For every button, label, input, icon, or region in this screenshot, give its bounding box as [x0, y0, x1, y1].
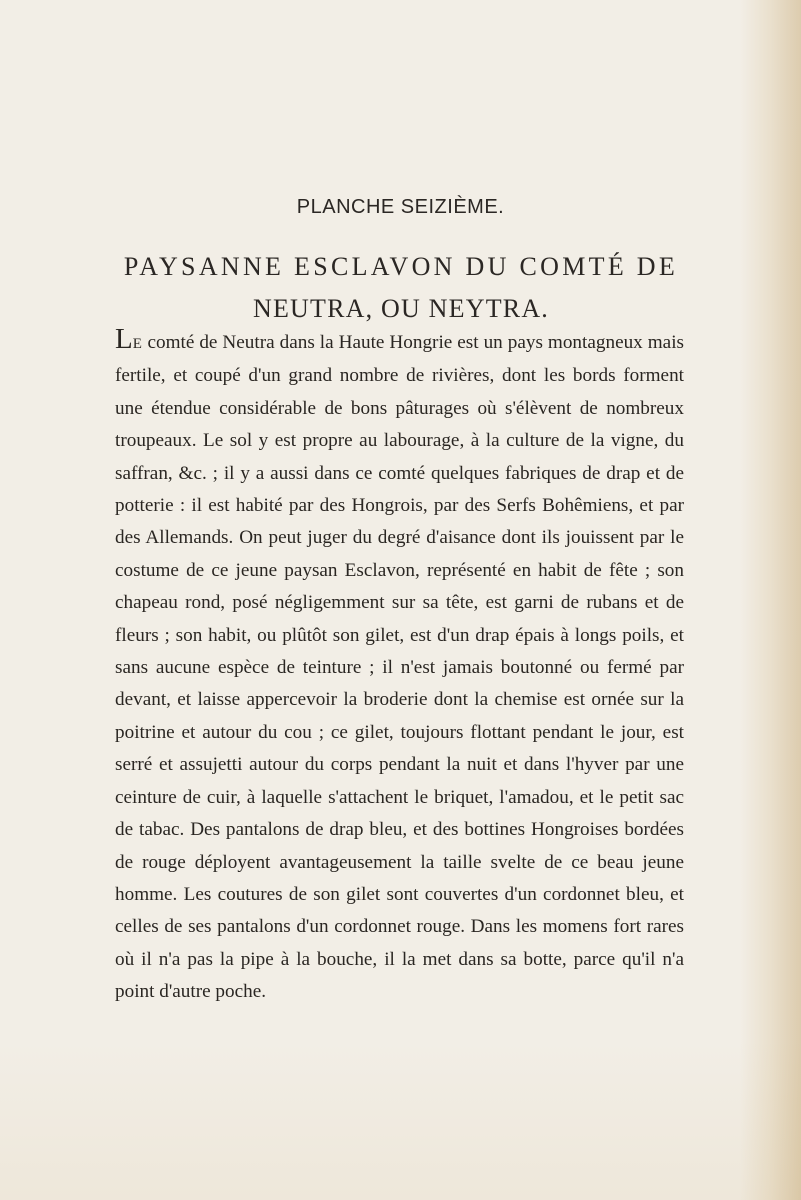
title-line-2: NEUTRA, OU NEYTRA.: [252, 294, 550, 323]
page-title: [118, 246, 684, 330]
title-line-1: PAYSANNE ESCLAVON DU COMTÉ DE: [123, 252, 679, 281]
plate-heading: PLANCHE SEIZIÈME.: [296, 196, 505, 218]
body-paragraph: [115, 323, 684, 1009]
drop-initial: L: [115, 323, 133, 355]
body-text: comté de Neutra dans la Haute Hongrie est un pays montagneux mais fertile, et coupé d'un grand nombre de rivières, dont les bords forment une étendue considérable de bons pâturages où s'élèvent de nombreux troupeaux. Le sol y est propre au labourage, à la culture de la vigne, du saffran, &c. ; il y a aussi dans ce comté quelques fabriques de drap et de potterie : il est habité par des Hongrois, par des Serfs Bohêmiens, et par des Allemands. On peut juger du degré d'aisance dont ils jouissent par le costume de ce jeune paysan Esclavon, représenté en habit de fête ; son chapeau rond, posé négligemment sur sa tête, est garni de rubans et de fleurs ; son habit, ou plûtôt son gilet, est d'un drap épais à longs poils, et sans aucune espèce de teinture ; il n'est jamais boutonné ou fermé par devant, et laisse appercevoir la broderie dont la chemise est ornée sur la poitrine et autour du cou ; ce gilet, toujours flottant pendant le jour, est serré et assujetti autour du corps pendant la nuit et dans l'hyver par une ceinture de cuir, à laquelle s'attachent le briquet, l'amadou, et le petit sac de tabac. Des pantalons de drap bleu, et des bottines Hongroises bordées de rouge déployent avantageusement la taille svelte de ce beau jeune homme. Les coutures de son gilet sont couvertes d'un cordonnet bleu, et celles de ses pantalons d'un cordonnet rouge. Dans les momens fort rares où il n'a pas la pipe à la bouche, il la met dans sa botte, parce qu'il n'a point d'autre poche.: [115, 332, 684, 1003]
initial-smallcaps: E: [132, 336, 143, 352]
